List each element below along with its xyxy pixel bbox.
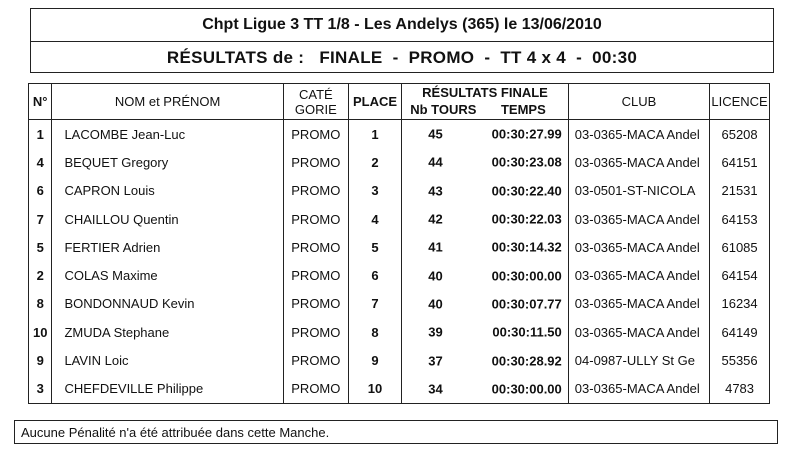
row-time: 00:30:11.50 [492, 324, 562, 340]
row-place: 8 [348, 318, 401, 346]
row-results [402, 177, 569, 205]
header-place: PLACE [348, 84, 401, 120]
row-licence: 55356 [710, 346, 770, 374]
row-num: 6 [29, 177, 52, 205]
row-time: 00:30:00.00 [491, 268, 562, 284]
row-tours: 39 [428, 324, 443, 340]
row-name: CAPRON Louis [52, 177, 283, 205]
document-title: Chpt Ligue 3 TT 1/8 - Les Andelys (365) le 13/06/2010 [202, 16, 602, 33]
row-category: PROMO [283, 375, 348, 404]
row-results [402, 375, 569, 404]
title-box [30, 8, 774, 42]
table-row [29, 177, 770, 205]
header-category-line1: CATÉ [298, 86, 333, 102]
row-results [402, 120, 569, 149]
row-licence: 65208 [710, 120, 770, 149]
row-category: PROMO [283, 290, 348, 318]
results-subtitle: RÉSULTATS de : FINALE - PROMO - TT 4 x 4 - 00:30 [166, 48, 638, 67]
row-place: 3 [348, 177, 401, 205]
header-time: TEMPS [500, 102, 546, 117]
row-name: ZMUDA Stephane [52, 318, 283, 346]
row-tours: 43 [428, 183, 443, 199]
row-num: 4 [29, 148, 52, 176]
row-time: 00:30:00.00 [491, 381, 562, 397]
row-category: PROMO [283, 148, 348, 176]
row-tours: 45 [428, 126, 443, 142]
header-club: CLUB [568, 84, 709, 120]
row-place: 5 [348, 233, 401, 261]
table-row [29, 318, 770, 346]
row-licence: 21531 [710, 177, 770, 205]
header-name: NOM et PRÉNOM [52, 84, 283, 120]
row-time: 00:30:22.03 [491, 211, 562, 227]
row-results [402, 233, 569, 261]
row-club: 03-0365-MACA Andel [568, 205, 709, 233]
row-club: 03-0365-MACA Andel [568, 318, 709, 346]
row-licence: 61085 [710, 233, 770, 261]
row-tours: 34 [428, 381, 443, 397]
row-club: 03-0365-MACA Andel [568, 233, 709, 261]
row-place: 6 [348, 261, 401, 289]
row-club: 04-0987-ULLY St Ge [568, 346, 709, 374]
row-category: PROMO [283, 205, 348, 233]
row-num: 8 [29, 290, 52, 318]
row-results [402, 318, 569, 346]
row-num: 9 [29, 346, 52, 374]
row-num: 7 [29, 205, 52, 233]
row-place: 1 [348, 120, 401, 149]
row-name: FERTIER Adrien [52, 233, 283, 261]
row-licence: 16234 [710, 290, 770, 318]
row-place: 10 [348, 375, 401, 404]
header-results [402, 84, 569, 120]
row-results [402, 290, 569, 318]
row-place: 9 [348, 346, 401, 374]
row-category: PROMO [283, 120, 348, 149]
row-name: CHEFDEVILLE Philippe [52, 375, 283, 404]
row-results [402, 148, 569, 176]
table-row [29, 290, 770, 318]
row-num: 10 [29, 318, 52, 346]
subtitle-box [30, 41, 774, 73]
row-tours: 37 [428, 353, 443, 369]
results-table [28, 83, 770, 404]
row-category: PROMO [283, 346, 348, 374]
row-time: 00:30:27.99 [491, 126, 562, 142]
row-tours: 40 [428, 268, 443, 284]
row-licence: 64149 [710, 318, 770, 346]
row-name: COLAS Maxime [52, 261, 283, 289]
row-num: 1 [29, 120, 52, 149]
row-category: PROMO [283, 318, 348, 346]
penalty-note: Aucune Pénalité n'a été attribuée dans cette Manche. [21, 425, 330, 440]
row-club: 03-0365-MACA Andel [568, 120, 709, 149]
row-num: 2 [29, 261, 52, 289]
table-row [29, 261, 770, 289]
header-results-title: RÉSULTATS FINALE [422, 85, 548, 100]
row-time: 00:30:28.92 [491, 353, 562, 369]
row-category: PROMO [283, 233, 348, 261]
row-tours: 42 [428, 211, 443, 227]
row-place: 7 [348, 290, 401, 318]
table-row [29, 120, 770, 149]
row-licence: 64154 [710, 261, 770, 289]
row-time: 00:30:07.77 [491, 296, 562, 312]
header-category [283, 84, 348, 120]
row-results [402, 261, 569, 289]
row-place: 4 [348, 205, 401, 233]
header-tours: Nb TOURS [410, 102, 477, 117]
penalty-box [14, 420, 778, 444]
row-licence: 4783 [710, 375, 770, 404]
row-num: 3 [29, 375, 52, 404]
header-category-line2: GORIE [294, 101, 337, 117]
row-tours: 40 [428, 296, 443, 312]
table-header-row [29, 84, 770, 120]
row-club: 03-0365-MACA Andel [568, 148, 709, 176]
row-name: BONDONNAUD Kevin [52, 290, 283, 318]
row-name: LAVIN Loic [52, 346, 283, 374]
row-club: 03-0365-MACA Andel [568, 290, 709, 318]
row-time: 00:30:22.40 [491, 183, 562, 199]
row-category: PROMO [283, 177, 348, 205]
row-tours: 44 [428, 154, 443, 170]
row-time: 00:30:23.08 [491, 154, 562, 170]
table-row [29, 375, 770, 404]
row-tours: 41 [428, 239, 443, 255]
row-licence: 64153 [710, 205, 770, 233]
row-name: LACOMBE Jean-Luc [52, 120, 283, 149]
table-row [29, 148, 770, 176]
row-time: 00:30:14.32 [491, 239, 562, 255]
header-num: N° [29, 84, 52, 120]
row-licence: 64151 [710, 148, 770, 176]
row-num: 5 [29, 233, 52, 261]
row-name: BEQUET Gregory [52, 148, 283, 176]
header-licence: LICENCE [710, 84, 770, 120]
row-club: 03-0365-MACA Andel [568, 375, 709, 404]
row-results [402, 346, 569, 374]
row-results [402, 205, 569, 233]
table-row [29, 205, 770, 233]
row-club: 03-0501-ST-NICOLA [568, 177, 709, 205]
table-row [29, 346, 770, 374]
row-place: 2 [348, 148, 401, 176]
table-row [29, 233, 770, 261]
row-name: CHAILLOU Quentin [52, 205, 283, 233]
row-club: 03-0365-MACA Andel [568, 261, 709, 289]
row-category: PROMO [283, 261, 348, 289]
